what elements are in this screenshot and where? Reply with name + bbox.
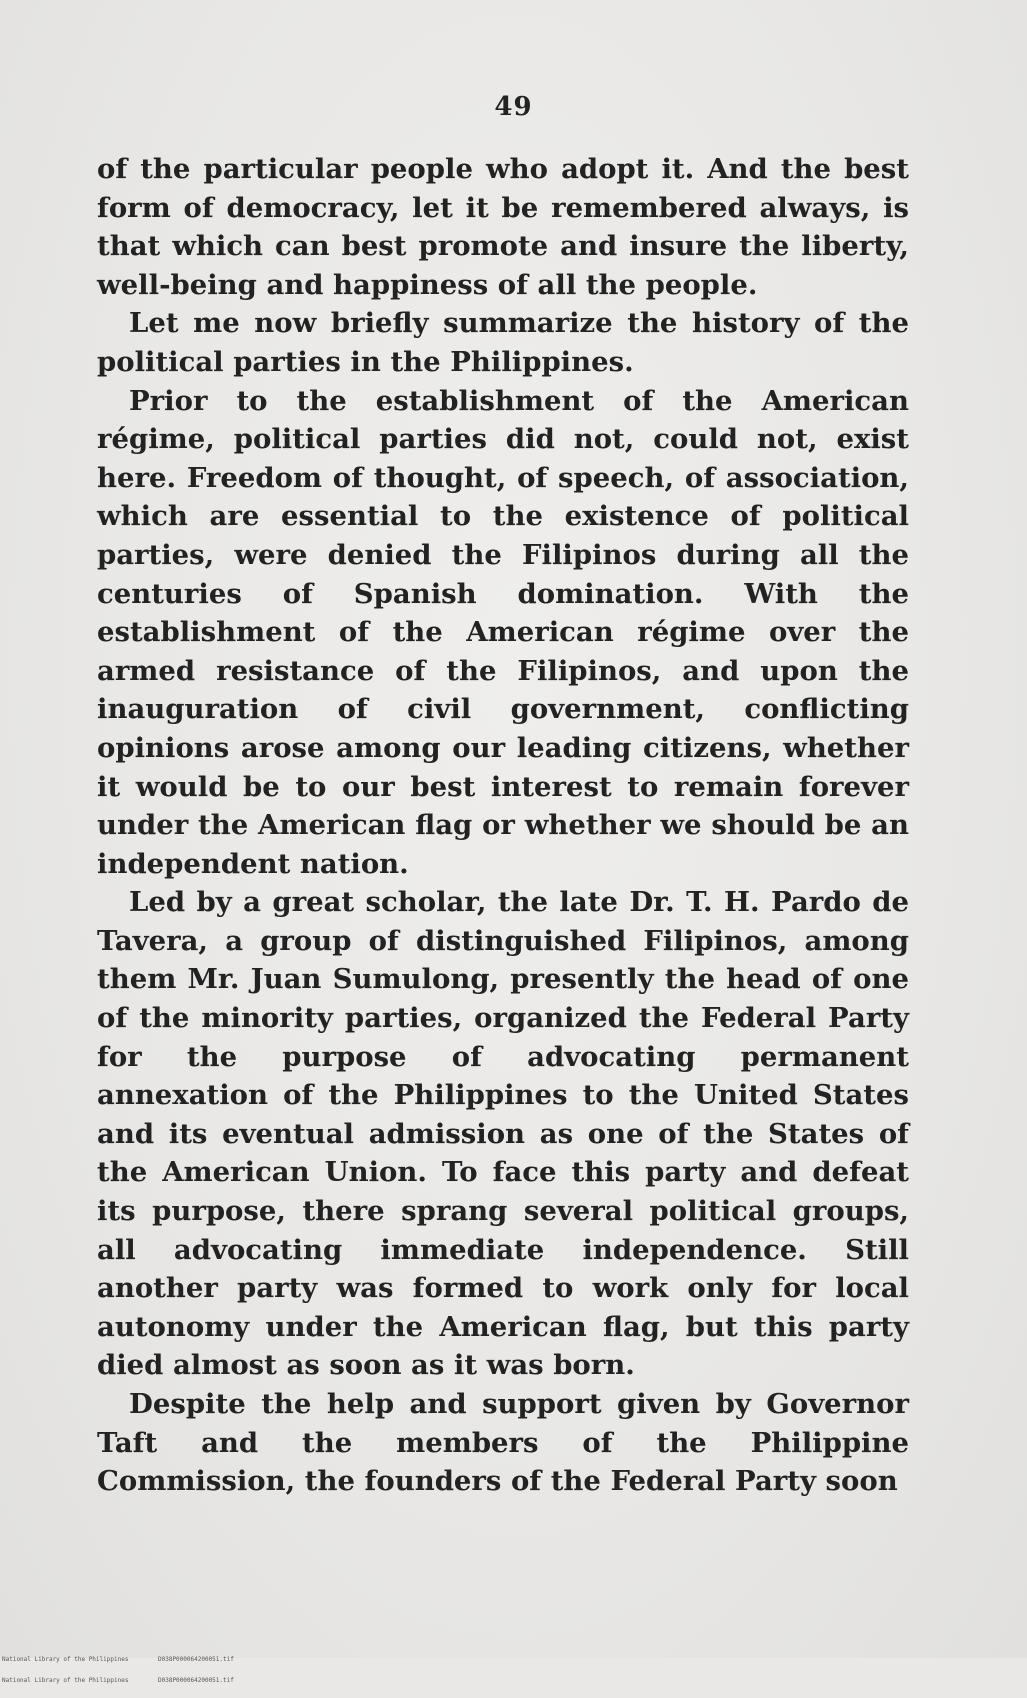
paragraph-5: Despite the help and support given by Governor Taft and the members of the Philippine Commission, the founders of the Federal Party soon [97,1388,909,1498]
footer-library: National Library of the Philippines [2,1677,129,1684]
scan-footer [2,1642,234,1698]
paragraph-1: of the particular people who adopt it. And the best form of democracy, let it be remembered always, is that which can best promote and insure the liberty, well-being and happiness of all the people. [97,153,909,301]
footer-file: D038P000064200051.tif [158,1656,234,1663]
paragraph-3: Prior to the establishment of the American régime, political parties did not, could not, exist here. Freedom of thought, of speech, of association, which are essential to the existence of political parties, were denied the Filipinos during all the centuries of Spanish domination. With the establishment of the American régime over the armed resistance of the Filipinos, and upon the inauguration of civil government, conflicting opinions arose among our leading citizens, whether it would be to our best interest to remain forever under the American flag or whether we should be an independent nation. [97,384,909,880]
footer-library: National Library of the Philippines [2,1656,129,1663]
paragraph-4: Led by a great scholar, the late Dr. T. H. Pardo de Tavera, a group of distinguished Filipinos, among them Mr. Juan Sumulong, presently the head of one of the minority parties, organized the Federal Party for the purpose of advocating permanent annexation of the Philippines to the United States and its eventual admission as one of the States of the American Union. To face this party and defeat its purpose, there sprang several political groups, all advocating immediate independence. Still another party was formed to work only for local autonomy under the American flag, but this party died almost as soon as it was born. [97,886,909,1382]
paragraph-2: Let me now briefly summarize the history of the political parties in the Philippines. [97,307,909,378]
footer-file: D038P000064200051.tif [158,1677,234,1684]
body-text [97,150,909,1501]
page-number: 49 [494,92,533,122]
footer-row [2,1656,234,1663]
footer-row [2,1677,234,1684]
